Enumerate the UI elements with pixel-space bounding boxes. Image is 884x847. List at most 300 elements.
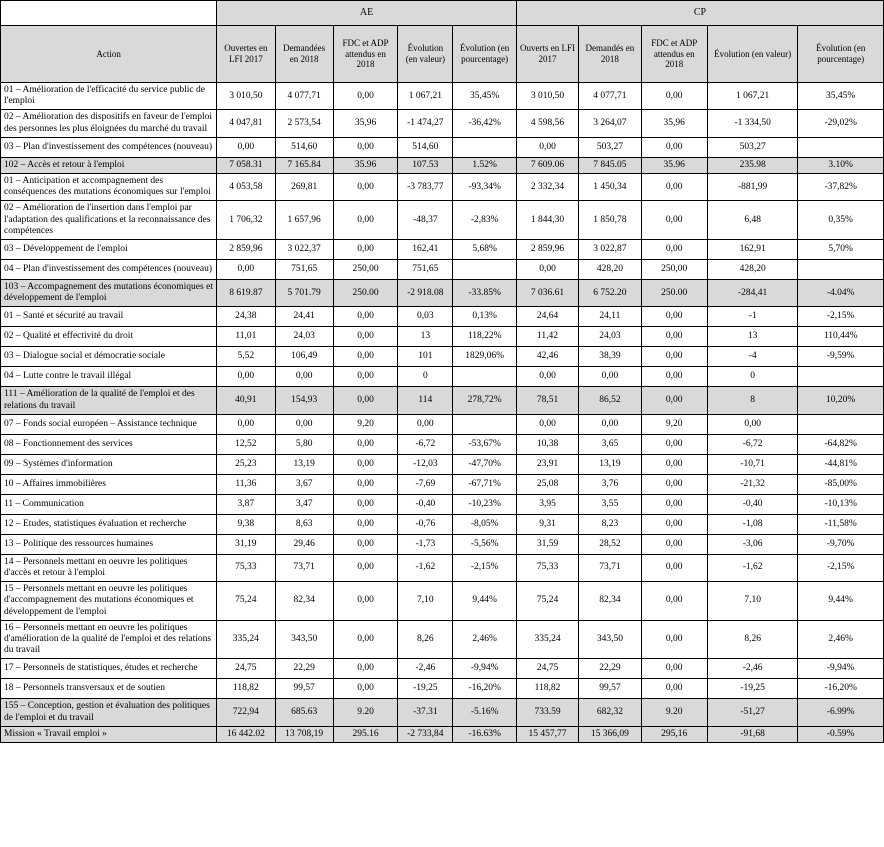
cell-value: 0,00 — [707, 414, 798, 434]
cell-value: 0,00 — [641, 494, 707, 514]
cell-value: -3 783,77 — [398, 174, 453, 201]
table-row — [1, 454, 884, 474]
cell-action-label: 09 – Systèmes d'information — [1, 454, 217, 474]
header-col-ae-lfi2017: Ouvertes en LFI 2017 — [217, 26, 275, 83]
cell-value: 3,47 — [275, 494, 333, 514]
cell-value: 0,00 — [333, 83, 397, 110]
cell-action-label: 13 – Politique des ressources humaines — [1, 534, 217, 554]
cell-value: 12,52 — [217, 434, 275, 454]
table-row — [1, 174, 884, 201]
cell-value: 75,33 — [516, 554, 578, 581]
cell-value — [453, 137, 516, 157]
cell-value: 4 077,71 — [579, 83, 641, 110]
cell-value — [798, 414, 884, 434]
cell-value: 0,00 — [641, 387, 707, 414]
cell-action-label: 103 – Accompagnement des mutations économiques et développement de l'emploi — [1, 280, 217, 307]
cell-value: 0,00 — [333, 534, 397, 554]
table-row — [1, 514, 884, 534]
cell-value: 13,19 — [275, 454, 333, 474]
header-col-cp-evolution-pourcentage: Évolution (en pourcentage) — [798, 26, 884, 83]
cell-value: -2,15% — [798, 307, 884, 327]
cell-value: 118,82 — [217, 679, 275, 699]
table-row — [1, 474, 884, 494]
cell-value: 0,00 — [333, 240, 397, 260]
cell-value: 154,93 — [275, 387, 333, 414]
cell-action-label: Mission « Travail emploi » — [1, 726, 217, 742]
cell-value: 24,38 — [217, 307, 275, 327]
cell-value: 42,46 — [516, 347, 578, 367]
cell-value: 31,19 — [217, 534, 275, 554]
cell-value: -21,32 — [707, 474, 798, 494]
cell-value: 0,00 — [641, 174, 707, 201]
cell-action-label: 03 – Développement de l'emploi — [1, 240, 217, 260]
cell-value: -67,71% — [453, 474, 516, 494]
cell-value: 2 859,96 — [516, 240, 578, 260]
cell-value: 0,00 — [217, 367, 275, 387]
table-row — [1, 307, 884, 327]
cell-value: -0,40 — [398, 494, 453, 514]
cell-value: 335,24 — [516, 620, 578, 659]
cell-value: 5,52 — [217, 347, 275, 367]
cell-action-label: 111 – Amélioration de la qualité de l'emploi et des relations du travail — [1, 387, 217, 414]
cell-value: 75,24 — [516, 582, 578, 621]
cell-value: 25,08 — [516, 474, 578, 494]
cell-value: -2,83% — [453, 201, 516, 240]
cell-value: 162,91 — [707, 240, 798, 260]
cell-value: -1,62 — [398, 554, 453, 581]
cell-value: -16.63% — [453, 726, 516, 742]
cell-value: 35,45% — [798, 83, 884, 110]
cell-value: 22,29 — [579, 659, 641, 679]
cell-value: -9,70% — [798, 534, 884, 554]
cell-action-label: 15 – Personnels mettant en oeuvre les politiques d'accompagnement des mutations économiques et développement de l'emploi — [1, 582, 217, 621]
header-group-blank — [1, 1, 217, 26]
table-row-total — [1, 387, 884, 414]
cell-value: -1,73 — [398, 534, 453, 554]
cell-value: 4 077,71 — [275, 83, 333, 110]
cell-value: -48,37 — [398, 201, 453, 240]
cell-value: -3,06 — [707, 534, 798, 554]
cell-value: 9,44% — [453, 582, 516, 621]
cell-value: 0 — [398, 367, 453, 387]
cell-value: 8 — [707, 387, 798, 414]
cell-value: 7 165.84 — [275, 157, 333, 173]
cell-value: -9,94% — [798, 659, 884, 679]
cell-action-label: 01 – Anticipation et accompagnement des conséquences des mutations économiques sur l'emploi — [1, 174, 217, 201]
cell-value: 0 — [707, 367, 798, 387]
cell-value: -6.99% — [798, 699, 884, 726]
cell-value: 0,00 — [641, 582, 707, 621]
cell-value: 0,35% — [798, 201, 884, 240]
cell-value: 343,50 — [275, 620, 333, 659]
cell-value: 514,60 — [398, 137, 453, 157]
cell-value: 250,00 — [641, 260, 707, 280]
cell-value: 24,64 — [516, 307, 578, 327]
cell-value — [453, 260, 516, 280]
cell-action-label: 04 – Lutte contre le travail illégal — [1, 367, 217, 387]
cell-value: 24,03 — [275, 327, 333, 347]
cell-value: -44,81% — [798, 454, 884, 474]
cell-value: 118,22% — [453, 327, 516, 347]
cell-action-label: 08 – Fonctionnement des services — [1, 434, 217, 454]
table-row — [1, 582, 884, 621]
cell-value: 0,00 — [641, 534, 707, 554]
cell-value: 9,38 — [217, 514, 275, 534]
cell-value: 0,00 — [275, 367, 333, 387]
cell-value: 118,82 — [516, 679, 578, 699]
cell-value: 0,13% — [453, 307, 516, 327]
cell-value: 0,00 — [641, 367, 707, 387]
cell-action-label: 14 – Personnels mettant en oeuvre les politiques d'accès et retour à l'emploi — [1, 554, 217, 581]
cell-value: -19,25 — [707, 679, 798, 699]
table-row — [1, 434, 884, 454]
cell-value: 101 — [398, 347, 453, 367]
cell-value: 9,20 — [333, 414, 397, 434]
cell-value: 1.52% — [453, 157, 516, 173]
cell-value: 0,00 — [579, 414, 641, 434]
cell-value: 0,00 — [333, 514, 397, 534]
cell-value: -16,20% — [798, 679, 884, 699]
cell-value: 685.63 — [275, 699, 333, 726]
cell-value: 1 657,96 — [275, 201, 333, 240]
cell-action-label: 03 – Plan d'investissement des compétences (nouveau) — [1, 137, 217, 157]
cell-value: 0,00 — [333, 347, 397, 367]
cell-value: 24,41 — [275, 307, 333, 327]
cell-value: 3.10% — [798, 157, 884, 173]
cell-value: 722,94 — [217, 699, 275, 726]
table-row — [1, 554, 884, 581]
cell-value: -53,67% — [453, 434, 516, 454]
cell-action-label: 11 – Communication — [1, 494, 217, 514]
cell-value: 1 844,30 — [516, 201, 578, 240]
cell-value: 8,63 — [275, 514, 333, 534]
cell-value: 24,11 — [579, 307, 641, 327]
cell-value: 15 457,77 — [516, 726, 578, 742]
cell-value: 38,39 — [579, 347, 641, 367]
cell-value: -2 733,84 — [398, 726, 453, 742]
cell-value: 751,65 — [398, 260, 453, 280]
cell-value: 5 701.79 — [275, 280, 333, 307]
cell-value: -10,71 — [707, 454, 798, 474]
cell-value: 0,00 — [641, 83, 707, 110]
table-row — [1, 367, 884, 387]
cell-value: -10,13% — [798, 494, 884, 514]
cell-value: 0,00 — [641, 347, 707, 367]
cell-value: 28,52 — [579, 534, 641, 554]
cell-value: 0,00 — [333, 137, 397, 157]
header-group-ae: AE — [217, 1, 517, 26]
cell-value: 7 845.05 — [579, 157, 641, 173]
cell-value: 1 067,21 — [707, 83, 798, 110]
cell-value: 0,00 — [333, 474, 397, 494]
table-row — [1, 201, 884, 240]
cell-value: 78,51 — [516, 387, 578, 414]
cell-value: 22,29 — [275, 659, 333, 679]
cell-value: 75,24 — [217, 582, 275, 621]
cell-value: 514,60 — [275, 137, 333, 157]
cell-value: 9,31 — [516, 514, 578, 534]
cell-value: 2 859,96 — [217, 240, 275, 260]
cell-value: 24,03 — [579, 327, 641, 347]
cell-value: 3 022,87 — [579, 240, 641, 260]
cell-value: 29,46 — [275, 534, 333, 554]
cell-value: 0,00 — [333, 620, 397, 659]
table-row — [1, 327, 884, 347]
cell-value: 2,46% — [798, 620, 884, 659]
cell-value: 0,00 — [641, 201, 707, 240]
cell-action-label: 102 – Accès et retour à l'emploi — [1, 157, 217, 173]
cell-value: 1 067,21 — [398, 83, 453, 110]
cell-action-label: 18 – Personnels transversaux et de soutien — [1, 679, 217, 699]
cell-value: 0,00 — [579, 367, 641, 387]
cell-value: -6,72 — [707, 434, 798, 454]
cell-value: -16,20% — [453, 679, 516, 699]
cell-value: 4 598,56 — [516, 110, 578, 137]
cell-value: 107.53 — [398, 157, 453, 173]
header-col-ae-evolution-valeur: Évolution (en valeur) — [398, 26, 453, 83]
cell-value: 15 366,09 — [579, 726, 641, 742]
cell-value: -2,46 — [707, 659, 798, 679]
cell-value: 82,34 — [579, 582, 641, 621]
cell-value: 73,71 — [275, 554, 333, 581]
cell-value: 0,00 — [641, 137, 707, 157]
cell-value: 278,72% — [453, 387, 516, 414]
cell-action-label: 02 – Amélioration des dispositifs en faveur de l'emploi des personnes les plus éloignées du marché du travail — [1, 110, 217, 137]
cell-value: 0,00 — [641, 307, 707, 327]
cell-value: -0,40 — [707, 494, 798, 514]
cell-value: 733.59 — [516, 699, 578, 726]
cell-value: -2,15% — [453, 554, 516, 581]
cell-value: -7,69 — [398, 474, 453, 494]
header-col-cp-demandes2018: Demandés en 2018 — [579, 26, 641, 83]
cell-value: 0,00 — [333, 307, 397, 327]
cell-value: -47,70% — [453, 454, 516, 474]
header-column-row — [1, 26, 884, 83]
cell-value: -19,25 — [398, 679, 453, 699]
cell-value: 3 022,37 — [275, 240, 333, 260]
cell-value: 0,00 — [516, 137, 578, 157]
table-row-total — [1, 699, 884, 726]
table-row — [1, 659, 884, 679]
cell-value: 7 036.61 — [516, 280, 578, 307]
table-row — [1, 260, 884, 280]
cell-value: 5,68% — [453, 240, 516, 260]
cell-value: 0,00 — [641, 620, 707, 659]
cell-value: 335,24 — [217, 620, 275, 659]
cell-value: -10,23% — [453, 494, 516, 514]
cell-action-label: 02 – Amélioration de l'insertion dans l'emploi par l'adaptation des qualifications et la reconnaissance des compétences — [1, 201, 217, 240]
cell-value: 3,87 — [217, 494, 275, 514]
cell-value: 8,26 — [398, 620, 453, 659]
cell-value: -37.31 — [398, 699, 453, 726]
table-row-total — [1, 157, 884, 173]
cell-value: 0,00 — [333, 327, 397, 347]
cell-action-label: 02 – Qualité et effectivité du droit — [1, 327, 217, 347]
cell-value: 3 010,50 — [217, 83, 275, 110]
cell-value: 13 708,19 — [275, 726, 333, 742]
cell-value: -1 334,50 — [707, 110, 798, 137]
cell-value: 751,65 — [275, 260, 333, 280]
cell-value: 3,76 — [579, 474, 641, 494]
cell-value: 9.20 — [333, 699, 397, 726]
cell-value: -0,76 — [398, 514, 453, 534]
table-row — [1, 679, 884, 699]
cell-value: 35.96 — [333, 157, 397, 173]
cell-value: 295,16 — [641, 726, 707, 742]
cell-value: 0,00 — [217, 260, 275, 280]
cell-value: 35,45% — [453, 83, 516, 110]
cell-value: 0,00 — [217, 137, 275, 157]
cell-value: 75,33 — [217, 554, 275, 581]
cell-action-label: 12 – Etudes, statistiques évaluation et recherche — [1, 514, 217, 534]
cell-action-label: 155 – Conception, gestion et évaluation des politiques de l'emploi et du travail — [1, 699, 217, 726]
cell-value: 8 619.87 — [217, 280, 275, 307]
cell-value: 7 609.06 — [516, 157, 578, 173]
header-col-cp-fdc-adp: FDC et ADP attendus en 2018 — [641, 26, 707, 83]
table-row — [1, 534, 884, 554]
header-col-cp-lfi2017: Ouverts en LFI 2017 — [516, 26, 578, 83]
cell-value: 250.00 — [333, 280, 397, 307]
cell-value: -9,59% — [798, 347, 884, 367]
header-col-ae-fdc-adp: FDC et ADP attendus en 2018 — [333, 26, 397, 83]
cell-value: 35.96 — [641, 157, 707, 173]
cell-value: 99,57 — [579, 679, 641, 699]
cell-value: 9,20 — [641, 414, 707, 434]
cell-value: 40,91 — [217, 387, 275, 414]
cell-value: 503,27 — [707, 137, 798, 157]
cell-value: 23,91 — [516, 454, 578, 474]
cell-value: 2,46% — [453, 620, 516, 659]
cell-action-label: 16 – Personnels mettant en oeuvre les politiques d'amélioration de la qualité de l'emploi et des relations du travail — [1, 620, 217, 659]
cell-value: 11,42 — [516, 327, 578, 347]
cell-value: 13 — [707, 327, 798, 347]
header-group-cp: CP — [516, 1, 883, 26]
cell-value: 3,95 — [516, 494, 578, 514]
cell-value: 5,70% — [798, 240, 884, 260]
cell-value: 503,27 — [579, 137, 641, 157]
cell-value: -4.04% — [798, 280, 884, 307]
cell-value — [798, 260, 884, 280]
cell-value: 0,00 — [641, 514, 707, 534]
cell-value: -284,41 — [707, 280, 798, 307]
cell-value: 4 053,58 — [217, 174, 275, 201]
cell-value — [453, 367, 516, 387]
cell-value: -33.85% — [453, 280, 516, 307]
cell-value: 2 332,34 — [516, 174, 578, 201]
cell-value: 1 450,34 — [579, 174, 641, 201]
cell-value: -2 918.08 — [398, 280, 453, 307]
cell-value — [453, 414, 516, 434]
cell-value: 295.16 — [333, 726, 397, 742]
cell-value: 0,00 — [333, 659, 397, 679]
cell-value: 5,80 — [275, 434, 333, 454]
cell-value: 0,00 — [641, 240, 707, 260]
cell-value: -8,05% — [453, 514, 516, 534]
cell-value: 0,00 — [398, 414, 453, 434]
cell-value: 0,00 — [275, 414, 333, 434]
cell-value: 0,00 — [641, 454, 707, 474]
table-row — [1, 414, 884, 434]
header-col-action: Action — [1, 26, 217, 83]
cell-value: 86,52 — [579, 387, 641, 414]
cell-value: 0,00 — [333, 454, 397, 474]
cell-value: 1 850,78 — [579, 201, 641, 240]
cell-value: 0,00 — [333, 174, 397, 201]
cell-value: 35,96 — [641, 110, 707, 137]
header-col-ae-demandees2018: Demandées en 2018 — [275, 26, 333, 83]
table-row — [1, 137, 884, 157]
table-row-total — [1, 280, 884, 307]
cell-value: 3,55 — [579, 494, 641, 514]
table-row — [1, 240, 884, 260]
cell-value: 0,00 — [641, 679, 707, 699]
cell-value: 0,00 — [333, 679, 397, 699]
table-body — [1, 83, 884, 743]
cell-value: 13,19 — [579, 454, 641, 474]
cell-value — [798, 367, 884, 387]
cell-value: 428,20 — [579, 260, 641, 280]
cell-value: 82,34 — [275, 582, 333, 621]
cell-value: 343,50 — [579, 620, 641, 659]
cell-value: 24,75 — [516, 659, 578, 679]
cell-value: 106,49 — [275, 347, 333, 367]
cell-value: 6,48 — [707, 201, 798, 240]
cell-value: -36,42% — [453, 110, 516, 137]
cell-value: 7 058.31 — [217, 157, 275, 173]
cell-value: -91,68 — [707, 726, 798, 742]
cell-value: -881,99 — [707, 174, 798, 201]
cell-value: 11,36 — [217, 474, 275, 494]
cell-value: -5.16% — [453, 699, 516, 726]
cell-value: 31,59 — [516, 534, 578, 554]
table-row-grand-total — [1, 726, 884, 742]
cell-value: 0,00 — [333, 582, 397, 621]
cell-value: 0,00 — [516, 260, 578, 280]
cell-value: 8,23 — [579, 514, 641, 534]
cell-value: 6 752.20 — [579, 280, 641, 307]
cell-action-label: 10 – Affaires immobilières — [1, 474, 217, 494]
cell-value: -64,82% — [798, 434, 884, 454]
cell-value: 9,44% — [798, 582, 884, 621]
cell-value — [798, 137, 884, 157]
cell-value: 3,67 — [275, 474, 333, 494]
cell-value: 0,00 — [333, 494, 397, 514]
cell-value: 162,41 — [398, 240, 453, 260]
header-group-row — [1, 1, 884, 26]
cell-value: 428,20 — [707, 260, 798, 280]
cell-value: 0,00 — [641, 434, 707, 454]
cell-value: 1829,06% — [453, 347, 516, 367]
cell-value: 250.00 — [641, 280, 707, 307]
cell-value: 250,00 — [333, 260, 397, 280]
cell-value: 0,00 — [641, 659, 707, 679]
cell-value: 73,71 — [579, 554, 641, 581]
cell-value: 7,10 — [707, 582, 798, 621]
cell-value: 0,00 — [333, 554, 397, 581]
table-row — [1, 347, 884, 367]
cell-value: 235.98 — [707, 157, 798, 173]
table-row — [1, 83, 884, 110]
cell-value: 0,00 — [641, 554, 707, 581]
cell-action-label: 01 – Amélioration de l'efficacité du service public de l'emploi — [1, 83, 217, 110]
cell-value: 24,75 — [217, 659, 275, 679]
cell-value: 2 573,54 — [275, 110, 333, 137]
cell-value: 11,01 — [217, 327, 275, 347]
cell-value: 682,32 — [579, 699, 641, 726]
cell-value: 7,10 — [398, 582, 453, 621]
cell-value: -1 — [707, 307, 798, 327]
cell-action-label: 03 – Dialogue social et démocratie sociale — [1, 347, 217, 367]
